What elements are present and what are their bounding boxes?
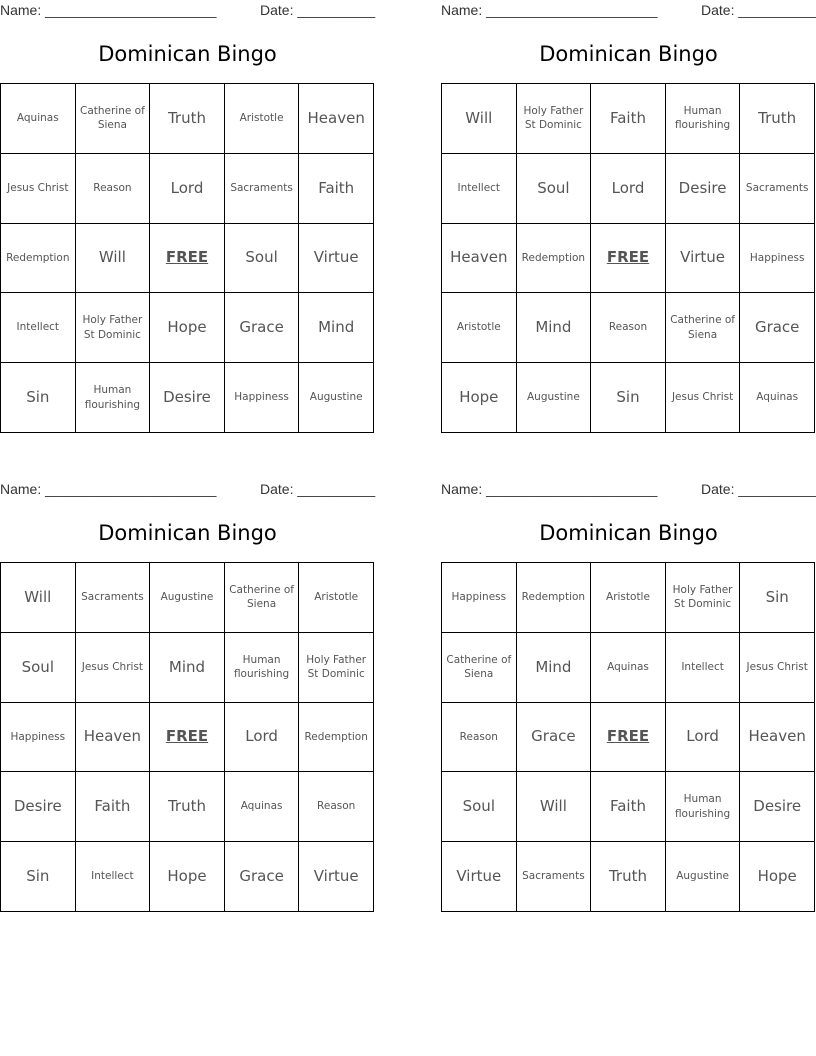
bingo-cell: Human flourishing <box>225 633 300 703</box>
bingo-cell: Mind <box>299 293 374 363</box>
date-line: Date: __________ <box>260 481 376 497</box>
bingo-cell: Holy Father St Dominic <box>517 84 592 154</box>
bingo-cell: Happiness <box>442 563 517 633</box>
bingo-cell: Faith <box>591 84 666 154</box>
bingo-cell: Will <box>517 772 592 842</box>
bingo-cell: Aquinas <box>591 633 666 703</box>
bingo-cell: Heaven <box>76 703 151 773</box>
bingo-cell: Catherine of Siena <box>225 563 300 633</box>
bingo-cell: Aristotle <box>299 563 374 633</box>
bingo-cell: Grace <box>740 293 815 363</box>
bingo-cell: Holy Father St Dominic <box>299 633 374 703</box>
bingo-cell: Sin <box>740 563 815 633</box>
bingo-cell: Lord <box>150 154 225 224</box>
bingo-cell: Catherine of Siena <box>442 633 517 703</box>
bingo-cell: Aristotle <box>225 84 300 154</box>
name-line: Name: ______________________ <box>0 481 217 497</box>
bingo-cell: Augustine <box>150 563 225 633</box>
bingo-cell: Lord <box>225 703 300 773</box>
bingo-cell: Sacraments <box>76 563 151 633</box>
bingo-cell: Redemption <box>517 563 592 633</box>
bingo-cell: Jesus Christ <box>1 154 76 224</box>
name-line: Name: ______________________ <box>441 2 658 18</box>
bingo-cell: Aquinas <box>740 363 815 433</box>
bingo-cell: Intellect <box>666 633 741 703</box>
bingo-cell: Holy Father St Dominic <box>666 563 741 633</box>
bingo-cell: Reason <box>76 154 151 224</box>
bingo-cell: Heaven <box>740 703 815 773</box>
bingo-grid <box>441 562 815 912</box>
bingo-cell: Aquinas <box>225 772 300 842</box>
bingo-cell: Intellect <box>76 842 151 912</box>
bingo-cell: Virtue <box>666 224 741 294</box>
bingo-cell: Sin <box>591 363 666 433</box>
bingo-cell: Reason <box>299 772 374 842</box>
bingo-cell: Reason <box>591 293 666 363</box>
bingo-cell: Truth <box>740 84 815 154</box>
bingo-cell: Soul <box>1 633 76 703</box>
date-line: Date: __________ <box>260 2 376 18</box>
bingo-cell: Sin <box>1 363 76 433</box>
bingo-cell: Hope <box>150 842 225 912</box>
bingo-cell: Aristotle <box>591 563 666 633</box>
free-space: FREE <box>591 703 666 773</box>
card-header <box>441 479 816 499</box>
bingo-cell: Sin <box>1 842 76 912</box>
name-line: Name: ______________________ <box>441 481 658 497</box>
free-space: FREE <box>150 703 225 773</box>
bingo-grid <box>0 83 374 433</box>
bingo-cell: Human flourishing <box>666 84 741 154</box>
bingo-card-4 <box>441 479 816 914</box>
bingo-cell: Truth <box>591 842 666 912</box>
bingo-cell: Augustine <box>666 842 741 912</box>
bingo-cell: Aristotle <box>442 293 517 363</box>
bingo-cell: Soul <box>517 154 592 224</box>
bingo-cell: Virtue <box>299 224 374 294</box>
bingo-cell: Aquinas <box>1 84 76 154</box>
bingo-cell: Faith <box>591 772 666 842</box>
bingo-cell: Sacraments <box>517 842 592 912</box>
bingo-cell: Virtue <box>442 842 517 912</box>
bingo-cell: Redemption <box>299 703 374 773</box>
bingo-cell: Faith <box>299 154 374 224</box>
bingo-cell: Truth <box>150 84 225 154</box>
bingo-cell: Hope <box>150 293 225 363</box>
bingo-cell: Virtue <box>299 842 374 912</box>
bingo-cell: Hope <box>442 363 517 433</box>
card-title: Dominican Bingo <box>539 521 718 545</box>
bingo-cell: Grace <box>225 293 300 363</box>
bingo-cell: Desire <box>1 772 76 842</box>
card-title: Dominican Bingo <box>539 42 718 66</box>
bingo-cell: Desire <box>740 772 815 842</box>
free-space: FREE <box>150 224 225 294</box>
bingo-cell: Augustine <box>299 363 374 433</box>
bingo-card-3 <box>0 479 375 914</box>
bingo-cell: Jesus Christ <box>666 363 741 433</box>
bingo-cell: Mind <box>150 633 225 703</box>
bingo-card-2 <box>441 0 816 435</box>
bingo-cell: Sacraments <box>740 154 815 224</box>
bingo-cell: Grace <box>225 842 300 912</box>
bingo-cell: Truth <box>150 772 225 842</box>
bingo-card-1 <box>0 0 375 435</box>
bingo-cell: Human flourishing <box>76 363 151 433</box>
bingo-cell: Augustine <box>517 363 592 433</box>
bingo-cell: Grace <box>517 703 592 773</box>
bingo-cell: Catherine of Siena <box>76 84 151 154</box>
free-space: FREE <box>591 224 666 294</box>
date-line: Date: __________ <box>701 481 816 497</box>
card-header <box>441 0 816 20</box>
bingo-cell: Will <box>1 563 76 633</box>
bingo-cell: Mind <box>517 633 592 703</box>
bingo-cell: Will <box>76 224 151 294</box>
bingo-cell: Will <box>442 84 517 154</box>
bingo-cell: Soul <box>442 772 517 842</box>
bingo-cell: Faith <box>76 772 151 842</box>
name-line: Name: ______________________ <box>0 2 217 18</box>
bingo-cell: Soul <box>225 224 300 294</box>
bingo-cell: Redemption <box>517 224 592 294</box>
bingo-cell: Desire <box>150 363 225 433</box>
date-line: Date: __________ <box>701 2 816 18</box>
bingo-cell: Intellect <box>1 293 76 363</box>
bingo-grid <box>0 562 374 912</box>
bingo-cell: Heaven <box>442 224 517 294</box>
bingo-cell: Heaven <box>299 84 374 154</box>
card-title: Dominican Bingo <box>98 521 277 545</box>
bingo-cell: Mind <box>517 293 592 363</box>
bingo-cell: Human flourishing <box>666 772 741 842</box>
card-title: Dominican Bingo <box>98 42 277 66</box>
bingo-cell: Reason <box>442 703 517 773</box>
bingo-cell: Sacraments <box>225 154 300 224</box>
bingo-cell: Lord <box>591 154 666 224</box>
bingo-cell: Happiness <box>1 703 76 773</box>
bingo-cell: Catherine of Siena <box>666 293 741 363</box>
bingo-cell: Happiness <box>225 363 300 433</box>
bingo-grid <box>441 83 815 433</box>
bingo-cell: Intellect <box>442 154 517 224</box>
bingo-cell: Redemption <box>1 224 76 294</box>
card-header <box>0 0 375 20</box>
bingo-cell: Holy Father St Dominic <box>76 293 151 363</box>
bingo-cell: Happiness <box>740 224 815 294</box>
bingo-cell: Lord <box>666 703 741 773</box>
bingo-cell: Desire <box>666 154 741 224</box>
bingo-cell: Jesus Christ <box>740 633 815 703</box>
bingo-cell: Hope <box>740 842 815 912</box>
bingo-cell: Jesus Christ <box>76 633 151 703</box>
card-header <box>0 479 375 499</box>
